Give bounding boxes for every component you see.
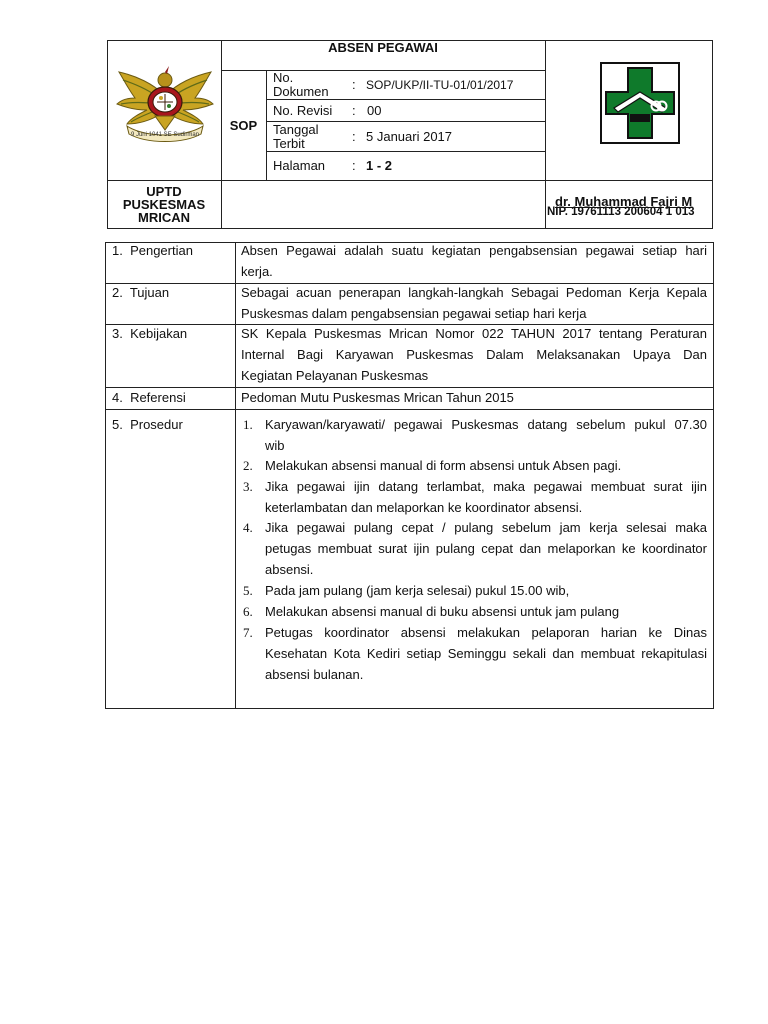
meta-value: SOP/UKP/II-TU-01/01/2017 bbox=[366, 78, 514, 92]
procedure-number: 2. bbox=[243, 458, 253, 473]
text-line: Jika pegawai ijin datang terlambat, maka pegawai membuat surat ijin bbox=[265, 479, 707, 494]
section-text-pengertian bbox=[241, 240, 707, 282]
section-label-pengertian: 1. Pengertian bbox=[112, 243, 193, 258]
section-label-referensi: 4. Referensi bbox=[112, 390, 186, 405]
procedure-item bbox=[243, 517, 707, 580]
meta-value: 00 bbox=[367, 103, 382, 118]
meta-label: Halaman bbox=[273, 158, 326, 173]
text-line: Sebagai acuan penerapan langkah-langkah Sebagai Pedoman Kerja Kepala bbox=[241, 285, 707, 300]
meta-label: Tanggal bbox=[273, 122, 319, 137]
meta-label: No. bbox=[273, 70, 294, 85]
procedure-item bbox=[243, 580, 707, 601]
meta-label: Dokumen bbox=[273, 84, 329, 99]
procedure-item bbox=[243, 622, 707, 685]
text-line: Kesehatan Kota Kediri setiap Seminggu sekali dan membuat rekapitulasi bbox=[265, 646, 707, 661]
section-text-referensi: Pedoman Mutu Puskesmas Mrican Tahun 2015 bbox=[241, 390, 514, 405]
text-line: Jika pegawai pulang cepat / pulang sebelum jam kerja selesai maka bbox=[265, 520, 707, 535]
puskesmas-cross-icon bbox=[600, 62, 680, 144]
document-title: ABSEN PEGAWAI bbox=[328, 40, 438, 55]
procedure-item bbox=[243, 455, 707, 476]
text-line: Pada jam pulang (jam kerja selesai) pukul 15.00 wib, bbox=[265, 583, 570, 598]
meta-separator: : bbox=[352, 77, 356, 92]
emblem-ribbon-text: 9 Juni 1041 SE Sudirman bbox=[130, 132, 200, 138]
procedure-number: 4. bbox=[243, 520, 253, 535]
text-line: Petugas koordinator absensi melakukan pelaporan harian ke Dinas bbox=[265, 625, 707, 640]
garuda-emblem-icon bbox=[115, 64, 215, 146]
text-line: Melakukan absensi manual di buku absensi untuk jam pulang bbox=[265, 604, 620, 619]
text-line: Internal Bagi Karyawan Puskesmas Dalam Melaksanakan Upaya Dan bbox=[241, 347, 707, 362]
text-line: wib bbox=[265, 438, 285, 453]
org-name-line: UPTD bbox=[146, 184, 182, 199]
text-line: Melakukan absensi manual di form absensi untuk Absen pagi. bbox=[265, 458, 622, 473]
text-line: kerja. bbox=[241, 264, 273, 279]
meta-separator: : bbox=[352, 158, 356, 173]
text-line: absensi. bbox=[265, 562, 314, 577]
meta-value: 1 - 2 bbox=[366, 158, 393, 173]
meta-separator: : bbox=[352, 103, 356, 118]
meta-label: Terbit bbox=[273, 136, 305, 151]
meta-value: 5 Januari 2017 bbox=[366, 129, 453, 144]
procedure-number: 6. bbox=[243, 604, 253, 619]
text-line: Kegiatan Pelayanan Puskesmas bbox=[241, 368, 429, 383]
section-label-tujuan: 2. Tujuan bbox=[112, 285, 170, 300]
sop-label: SOP bbox=[229, 118, 258, 133]
meta-label: No. Revisi bbox=[273, 103, 333, 118]
procedure-number: 3. bbox=[243, 479, 253, 494]
section-label-kebijakan: 3. Kebijakan bbox=[112, 326, 188, 341]
procedure-item bbox=[243, 476, 707, 518]
text-line: Absen Pegawai adalah suatu kegiatan pengabsensian pegawai setiap hari bbox=[241, 243, 707, 258]
section-label-prosedur: 5. Prosedur bbox=[112, 417, 183, 432]
text-line: keterlambatan dan melaporkan ke koordinator absensi. bbox=[265, 500, 583, 515]
procedure-item bbox=[243, 601, 707, 622]
section-text-kebijakan bbox=[241, 323, 707, 386]
procedure-number: 5. bbox=[243, 583, 253, 598]
org-name-line: MRICAN bbox=[138, 210, 190, 225]
signatory-nip: NIP. 19761113 200604 1 013 bbox=[547, 206, 695, 218]
text-line: absensi bulanan. bbox=[265, 667, 364, 682]
signatory-name: dr. Muhammad Fajri M bbox=[555, 194, 693, 209]
procedure-item bbox=[243, 414, 707, 456]
text-line: petugas membuat surat ijin pulang cepat dan melaporkan ke koordinator bbox=[265, 541, 707, 556]
meta-separator: : bbox=[352, 129, 356, 144]
section-text-tujuan bbox=[241, 282, 707, 324]
procedure-number: 1. bbox=[243, 417, 253, 432]
text-line: SK Kepala Puskesmas Mrican Nomor 022 TAHUN 2017 tentang Peraturan bbox=[241, 326, 707, 341]
text-line: Puskesmas dalam pengabsensian pegawai setiap hari kerja bbox=[241, 306, 587, 321]
text-line: Karyawan/karyawati/ pegawai Puskesmas datang sebelum pukul 07.30 bbox=[265, 417, 707, 432]
org-name-line: PUSKESMAS bbox=[122, 197, 206, 212]
procedure-number: 7. bbox=[243, 625, 253, 640]
